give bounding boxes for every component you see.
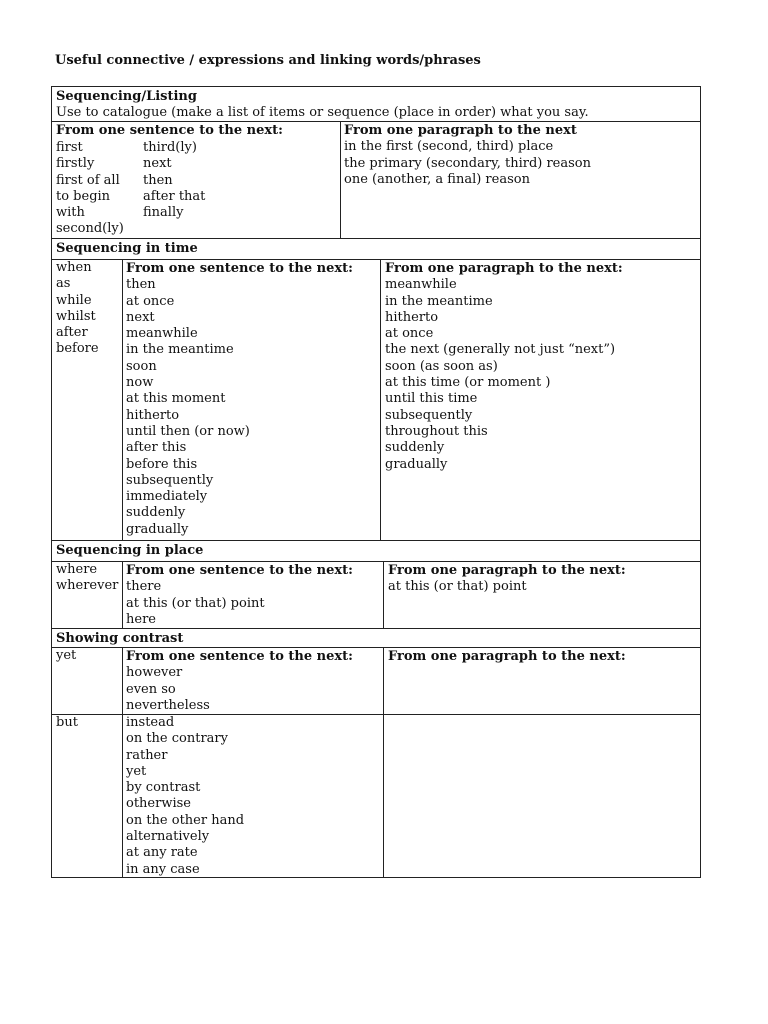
section-contrast (51, 628, 701, 878)
list-item: next (143, 156, 172, 172)
listing-words-col2 (143, 140, 205, 221)
time-sentence-column (126, 261, 353, 538)
list-item: before (56, 341, 99, 357)
list-item: yet (126, 763, 147, 779)
list-item: suddenly (126, 505, 186, 521)
list-item: soon (126, 358, 157, 374)
list-item: at this (or that) point (126, 595, 265, 611)
list-item: hitherto (126, 407, 180, 423)
contrast-word-yet (56, 648, 76, 664)
contrast-sentence-column (126, 649, 353, 714)
list-item: immediately (126, 489, 208, 505)
time-paragraph-column (385, 261, 623, 473)
list-item: second(ly) (56, 221, 124, 237)
section-heading: Showing contrast (56, 631, 184, 646)
column-heading: From one sentence to the next: (126, 261, 353, 276)
list-item: instead (126, 715, 175, 730)
list-item: soon (as soon as) (385, 358, 498, 374)
column-heading: From one paragraph to the next (344, 123, 577, 138)
list-item: in the first (second, third) place (344, 139, 554, 155)
list-item: where (56, 562, 98, 577)
column-heading: From one paragraph to the next: (385, 261, 623, 276)
list-item: after that (143, 188, 206, 204)
list-item: first of all (56, 172, 120, 188)
column-heading: From one sentence to the next: (126, 563, 353, 578)
list-item: while (56, 292, 92, 308)
column-heading: From one sentence to the next: (126, 649, 353, 664)
list-item: to begin (56, 188, 111, 204)
list-item: in any case (126, 861, 200, 877)
listing-sentence-column (56, 123, 283, 139)
list-item: the primary (secondary, third) reason (344, 155, 591, 171)
list-item: there (126, 579, 162, 595)
list-item: firstly (56, 156, 95, 172)
column-heading: From one sentence to the next: (56, 123, 283, 138)
place-paragraph-column (388, 563, 626, 596)
section-heading: Sequencing in time (56, 241, 198, 256)
list-item: at this time (or moment ) (385, 375, 551, 391)
contrast-word-but (56, 715, 78, 731)
place-sentence-column (126, 563, 353, 628)
list-item: next (126, 309, 155, 325)
column-heading: From one paragraph to the next: (388, 649, 626, 664)
connective-word: but (56, 715, 78, 730)
list-item: at this moment (126, 391, 226, 407)
list-item: rather (126, 747, 168, 763)
list-item: gradually (385, 456, 448, 472)
list-item: then (126, 277, 156, 293)
list-item: whilst (56, 308, 96, 324)
contrast-paragraph-column (388, 649, 626, 665)
list-item: then (143, 172, 173, 188)
list-item: at once (126, 293, 175, 309)
list-item: in the meantime (126, 342, 234, 358)
list-item: gradually (126, 521, 189, 537)
connective-word: yet (56, 648, 77, 663)
section-heading: Sequencing/Listing (56, 89, 197, 104)
list-item: wherever (56, 578, 119, 594)
list-item: first (56, 140, 83, 155)
contrast-row2-items (126, 715, 244, 878)
section-place (51, 540, 701, 628)
list-item: meanwhile (126, 326, 198, 342)
time-words (56, 260, 99, 358)
list-item: suddenly (385, 440, 445, 456)
list-item: at any rate (126, 845, 198, 861)
list-item: in the meantime (385, 293, 493, 309)
list-item: one (another, a final) reason (344, 171, 530, 187)
list-item: until then (or now) (126, 423, 250, 439)
list-item: at this (or that) point (388, 579, 527, 595)
list-item: until this time (385, 391, 478, 407)
section-heading: Sequencing in place (56, 543, 204, 558)
listing-words-col1 (56, 140, 124, 238)
list-item: subsequently (126, 472, 214, 488)
list-item: meanwhile (385, 277, 457, 293)
section-time (51, 238, 701, 540)
column-heading: From one paragraph to the next: (388, 563, 626, 578)
section-note: Use to catalogue (make a list of items or sequence (place in order) what you say. (56, 105, 589, 120)
list-item: by contrast (126, 780, 201, 796)
list-item: otherwise (126, 796, 191, 812)
section-listing (51, 86, 701, 238)
list-item: now (126, 375, 154, 391)
list-item: on the contrary (126, 731, 228, 747)
list-item: with (56, 205, 85, 221)
list-item: subsequently (385, 407, 473, 423)
list-item: nevertheless (126, 697, 210, 713)
place-words (56, 562, 118, 595)
list-item: when (56, 260, 92, 275)
list-item: on the other hand (126, 812, 245, 828)
list-item: however (126, 665, 183, 681)
list-item: after this (126, 440, 187, 456)
page-title: Useful connective / expressions and linking words/phrases (55, 53, 481, 68)
list-item: throughout this (385, 423, 488, 439)
list-item: at once (385, 326, 434, 342)
list-item: finally (143, 205, 184, 221)
list-item: even so (126, 681, 176, 697)
list-item: third(ly) (143, 140, 197, 155)
list-item: hitherto (385, 309, 439, 325)
list-item: here (126, 611, 156, 627)
list-item: the next (generally not just “next”) (385, 342, 616, 358)
list-item: after (56, 325, 88, 341)
list-item: alternatively (126, 829, 210, 845)
list-item: as (56, 276, 71, 292)
list-item: before this (126, 456, 198, 472)
listing-paragraph-column (344, 123, 591, 188)
